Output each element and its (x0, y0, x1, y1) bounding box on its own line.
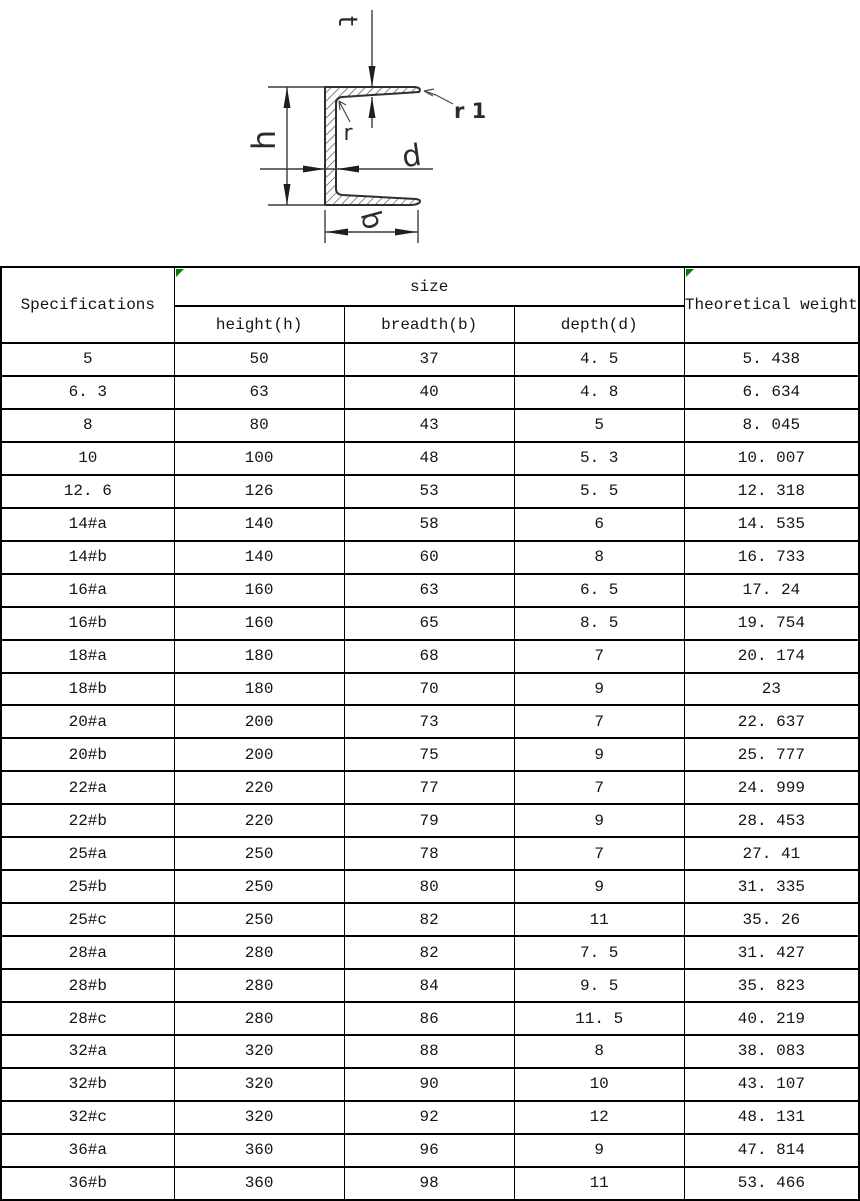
table-row (1, 969, 859, 1002)
table-cell-spec: 32#b (1, 1068, 174, 1101)
table-cell-spec: 32#c (1, 1101, 174, 1134)
table-cell-spec: 10 (1, 442, 174, 475)
table-cell-spec: 28#a (1, 936, 174, 969)
table-cell-weight: 48. 131 (684, 1101, 859, 1134)
table-row (1, 673, 859, 706)
table-cell-spec: 14#b (1, 541, 174, 574)
table-cell-breadth: 48 (344, 442, 514, 475)
table-cell-spec: 22#a (1, 771, 174, 804)
table-cell-breadth: 84 (344, 969, 514, 1002)
table-cell-spec: 25#a (1, 837, 174, 870)
header-theoretical-weight (684, 267, 859, 343)
table-cell-breadth: 77 (344, 771, 514, 804)
table-cell-breadth: 80 (344, 870, 514, 903)
table-cell-breadth: 79 (344, 804, 514, 837)
table-cell-weight: 14. 535 (684, 508, 859, 541)
table-cell-depth: 7 (514, 640, 684, 673)
table-cell-height: 220 (174, 771, 344, 804)
table-cell-height: 280 (174, 1002, 344, 1035)
table-cell-height: 80 (174, 409, 344, 442)
table-cell-height: 250 (174, 870, 344, 903)
table-cell-depth: 7 (514, 837, 684, 870)
table-cell-depth: 8 (514, 1035, 684, 1068)
table-cell-breadth: 70 (344, 673, 514, 706)
table-cell-weight: 12. 318 (684, 475, 859, 508)
table-cell-depth: 5 (514, 409, 684, 442)
table-cell-weight: 5. 438 (684, 343, 859, 376)
header-height: height(h) (174, 306, 344, 343)
table-cell-weight: 20. 174 (684, 640, 859, 673)
table-row (1, 870, 859, 903)
table-cell-weight: 35. 26 (684, 903, 859, 936)
table-row (1, 936, 859, 969)
table-cell-height: 280 (174, 969, 344, 1002)
table-row (1, 1101, 859, 1134)
table-row (1, 1167, 859, 1200)
table-row (1, 1035, 859, 1068)
table-cell-height: 140 (174, 508, 344, 541)
table-cell-depth: 12 (514, 1101, 684, 1134)
table-cell-breadth: 43 (344, 409, 514, 442)
table-cell-spec: 16#a (1, 574, 174, 607)
dim-label-r: r (343, 121, 353, 146)
table-cell-depth: 9 (514, 1134, 684, 1167)
table-cell-depth: 5. 5 (514, 475, 684, 508)
cell-note-marker (176, 269, 184, 277)
table-cell-height: 320 (174, 1035, 344, 1068)
table-row (1, 475, 859, 508)
table-cell-height: 320 (174, 1101, 344, 1134)
table-cell-breadth: 92 (344, 1101, 514, 1134)
table-cell-depth: 8 (514, 541, 684, 574)
table-cell-depth: 11. 5 (514, 1002, 684, 1035)
table-row (1, 343, 859, 376)
table-cell-weight: 38. 083 (684, 1035, 859, 1068)
table-cell-height: 280 (174, 936, 344, 969)
table-cell-weight: 28. 453 (684, 804, 859, 837)
table-cell-depth: 7. 5 (514, 936, 684, 969)
header-weight-label: Theoretical weight (684, 296, 858, 314)
table-row (1, 903, 859, 936)
table-cell-weight: 24. 999 (684, 771, 859, 804)
table-cell-depth: 7 (514, 705, 684, 738)
table-cell-breadth: 75 (344, 738, 514, 771)
table-cell-height: 140 (174, 541, 344, 574)
table-cell-spec: 25#c (1, 903, 174, 936)
table-cell-breadth: 53 (344, 475, 514, 508)
dim-label-d: d (399, 137, 424, 176)
table-cell-depth: 5. 3 (514, 442, 684, 475)
table-cell-weight: 31. 427 (684, 936, 859, 969)
table-cell-breadth: 88 (344, 1035, 514, 1068)
table-cell-depth: 4. 5 (514, 343, 684, 376)
table-cell-weight: 8. 045 (684, 409, 859, 442)
table-cell-height: 220 (174, 804, 344, 837)
table-cell-weight: 27. 41 (684, 837, 859, 870)
table-row (1, 541, 859, 574)
table-cell-breadth: 37 (344, 343, 514, 376)
table-cell-depth: 11 (514, 1167, 684, 1200)
table-cell-breadth: 65 (344, 607, 514, 640)
table-cell-depth: 9. 5 (514, 969, 684, 1002)
table-cell-height: 320 (174, 1068, 344, 1101)
table-row (1, 705, 859, 738)
spec-table (0, 266, 860, 1201)
table-cell-spec: 20#a (1, 705, 174, 738)
table-cell-depth: 6. 5 (514, 574, 684, 607)
table-cell-breadth: 73 (344, 705, 514, 738)
table-cell-height: 180 (174, 640, 344, 673)
table-cell-breadth: 86 (344, 1002, 514, 1035)
table-cell-height: 50 (174, 343, 344, 376)
table-cell-height: 180 (174, 673, 344, 706)
table-cell-weight: 43. 107 (684, 1068, 859, 1101)
table-header (1, 267, 859, 343)
dimension-t (332, 10, 376, 128)
table-cell-spec: 28#b (1, 969, 174, 1002)
table-cell-height: 63 (174, 376, 344, 409)
table-cell-spec: 16#b (1, 607, 174, 640)
table-cell-breadth: 78 (344, 837, 514, 870)
header-breadth: breadth(b) (344, 306, 514, 343)
table-cell-spec: 22#b (1, 804, 174, 837)
header-size-label: size (409, 277, 449, 296)
table-row (1, 607, 859, 640)
header-size-group (174, 267, 684, 306)
channel-section-diagram (240, 0, 530, 262)
table-cell-weight: 6. 634 (684, 376, 859, 409)
table-cell-height: 250 (174, 837, 344, 870)
dim-label-h: h (245, 129, 283, 151)
table-cell-height: 250 (174, 903, 344, 936)
table-cell-depth: 8. 5 (514, 607, 684, 640)
dimension-b (325, 207, 418, 243)
table-cell-depth: 9 (514, 738, 684, 771)
table-cell-breadth: 90 (344, 1068, 514, 1101)
table-cell-weight: 53. 466 (684, 1167, 859, 1200)
table-row (1, 804, 859, 837)
table-cell-height: 360 (174, 1134, 344, 1167)
table-row (1, 640, 859, 673)
table-cell-breadth: 98 (344, 1167, 514, 1200)
channel-section-svg (240, 0, 530, 262)
table-cell-spec: 8 (1, 409, 174, 442)
table-cell-weight: 22. 637 (684, 705, 859, 738)
table-cell-weight: 31. 335 (684, 870, 859, 903)
table-cell-height: 160 (174, 574, 344, 607)
dim-label-r1: r 1 (454, 99, 487, 123)
table-cell-depth: 9 (514, 804, 684, 837)
table-cell-spec: 36#b (1, 1167, 174, 1200)
table-cell-height: 360 (174, 1167, 344, 1200)
table-cell-spec: 28#c (1, 1002, 174, 1035)
table-cell-breadth: 58 (344, 508, 514, 541)
header-depth: depth(d) (514, 306, 684, 343)
table-cell-depth: 9 (514, 870, 684, 903)
table-cell-spec: 25#b (1, 870, 174, 903)
table-cell-weight: 47. 814 (684, 1134, 859, 1167)
table-cell-depth: 10 (514, 1068, 684, 1101)
table-row (1, 442, 859, 475)
table-cell-depth: 4. 8 (514, 376, 684, 409)
table-row (1, 376, 859, 409)
dim-label-b: b (353, 207, 391, 233)
table-cell-spec: 14#a (1, 508, 174, 541)
table-cell-breadth: 40 (344, 376, 514, 409)
dimension-r (339, 101, 353, 146)
table-cell-depth: 11 (514, 903, 684, 936)
table-row (1, 837, 859, 870)
table-cell-breadth: 82 (344, 903, 514, 936)
table-cell-spec: 20#b (1, 738, 174, 771)
table-row (1, 409, 859, 442)
table-cell-breadth: 63 (344, 574, 514, 607)
table-row (1, 1002, 859, 1035)
table-cell-spec: 12. 6 (1, 475, 174, 508)
table-cell-breadth: 82 (344, 936, 514, 969)
table-cell-spec: 18#b (1, 673, 174, 706)
table-cell-weight: 25. 777 (684, 738, 859, 771)
table-cell-breadth: 60 (344, 541, 514, 574)
dimension-r1 (424, 89, 486, 123)
table-cell-depth: 9 (514, 673, 684, 706)
table-cell-depth: 7 (514, 771, 684, 804)
table-cell-breadth: 68 (344, 640, 514, 673)
table-cell-weight: 17. 24 (684, 574, 859, 607)
table-cell-height: 200 (174, 705, 344, 738)
table-row (1, 1068, 859, 1101)
dim-label-t: t (332, 15, 362, 27)
table-cell-weight: 19. 754 (684, 607, 859, 640)
header-specifications: Specifications (1, 267, 174, 343)
table-cell-weight: 16. 733 (684, 541, 859, 574)
table-row (1, 508, 859, 541)
table-cell-spec: 32#a (1, 1035, 174, 1068)
table-cell-depth: 6 (514, 508, 684, 541)
table-row (1, 1134, 859, 1167)
table-cell-weight: 10. 007 (684, 442, 859, 475)
cell-note-marker (686, 269, 694, 277)
table-cell-weight: 40. 219 (684, 1002, 859, 1035)
table-cell-breadth: 96 (344, 1134, 514, 1167)
table-row (1, 771, 859, 804)
table-cell-height: 160 (174, 607, 344, 640)
table-cell-height: 126 (174, 475, 344, 508)
table-row (1, 738, 859, 771)
dimension-h (245, 87, 325, 205)
table-cell-weight: 23 (684, 673, 859, 706)
table-cell-spec: 18#a (1, 640, 174, 673)
table-cell-spec: 36#a (1, 1134, 174, 1167)
table-cell-height: 200 (174, 738, 344, 771)
table-cell-height: 100 (174, 442, 344, 475)
table-body (1, 343, 859, 1200)
table-cell-weight: 35. 823 (684, 969, 859, 1002)
table-cell-spec: 6. 3 (1, 376, 174, 409)
table-cell-spec: 5 (1, 343, 174, 376)
table-row (1, 574, 859, 607)
